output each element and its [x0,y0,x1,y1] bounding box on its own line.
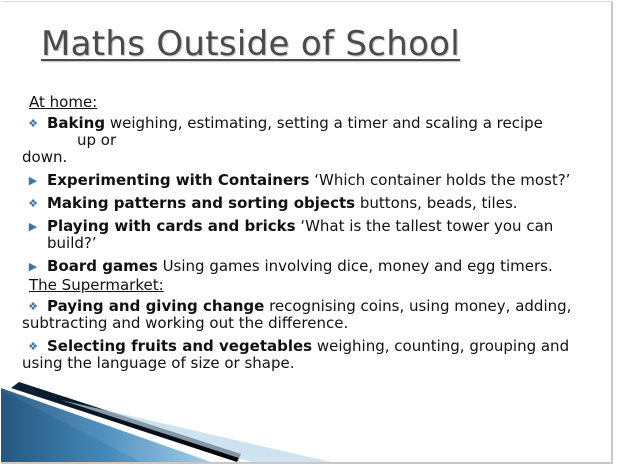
list-item-paying [22,298,602,332]
arrow-bullet-icon: ▶ [28,220,38,233]
item-text: weighing, counting, grouping and using the language of size or shape. [22,337,570,372]
arrow-bullet-icon: ▶ [28,260,38,273]
item-bold: Playing with cards and bricks [47,217,296,235]
item-text: buttons, beads, tiles. [355,194,518,212]
section-heading-supermarket: The Supermarket: [29,276,164,294]
item-bold: Baking [47,114,106,132]
slide [1,1,613,464]
item-tail: down. [22,148,68,166]
item-continuation: build?’ [47,234,97,252]
arrow-bullet-icon: ▶ [28,174,38,187]
diamond-bullet-icon: ❖ [28,340,38,353]
list-item-containers [22,172,602,189]
item-bold: Selecting fruits and vegetables [47,337,313,355]
item-bold: Board games [47,257,158,275]
list-item-fruits [22,338,602,372]
item-bold: Paying and giving change [47,297,265,315]
item-continuation: up or [77,131,117,149]
item-text: weighing, estimating, setting a timer and scaling a recipe [105,114,543,132]
item-text: Using games involving dice, money and egg timers. [157,257,553,275]
section-heading-at-home: At home: [29,93,98,111]
item-text: recognising coins, using money, adding, subtracting and working out the difference. [22,297,572,332]
diamond-bullet-icon: ❖ [28,300,38,313]
list-item-baking [22,115,602,166]
item-bold: Making patterns and sorting objects [47,194,356,212]
corner-swoosh-decoration [1,382,341,462]
list-item-board-games [22,258,602,275]
diamond-bullet-icon: ❖ [28,197,38,210]
slide-title: Maths Outside of School [41,24,461,64]
diamond-bullet-icon: ❖ [28,117,38,130]
list-item-patterns [22,195,602,212]
item-bold: Experimenting with Containers [47,171,310,189]
list-item-cards-bricks [22,218,602,252]
item-text: ‘What is the tallest tower you can [295,217,554,235]
item-text: ‘Which container holds the most?’ [309,171,571,189]
slide-content [22,94,602,378]
